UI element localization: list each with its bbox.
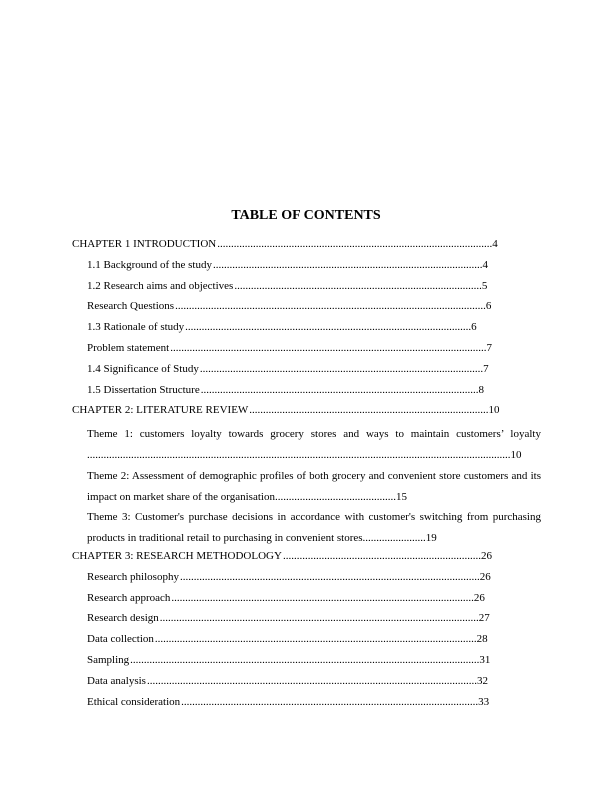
toc-entry-1-5[interactable] [72,383,526,404]
toc-page-number: 32 [476,674,488,687]
toc-page-number: 28 [476,633,488,646]
toc-entry-text: 1.2 Research aims and objectives [87,279,234,292]
toc-page-number: 26 [473,591,485,604]
toc-leader: .................................................................................................... [217,238,493,250]
toc-leader: ....................... [362,532,426,545]
toc-page-number: 6 [485,300,492,313]
toc-leader: ................................................................................................................... [170,341,487,354]
toc-entry-text: CHAPTER 1 INTRODUCTION [72,238,217,250]
toc-page-number: 19 [425,532,437,545]
toc-entry-text: Theme 2: Assessment of demographic profiles of both grocery and convenient store customers and its impact on market share of the organisation [87,469,541,503]
toc-entry-1-1[interactable] [72,258,526,279]
toc-page-number: 10 [488,404,500,417]
table-of-contents [72,237,541,715]
toc-entry-text: Research design [87,612,159,625]
toc-page-number: 10 [510,448,522,461]
toc-entry-text: 1.3 Rationale of study [87,321,185,334]
toc-leader: .......................................................................................... [234,279,482,292]
toc-page-number: 7 [483,362,489,375]
toc-entry-text: Theme 1: customers loyalty towards grocery stores and ways to maintain customers’ loyalty [87,428,541,441]
toc-entry-theme-2[interactable] [87,466,541,508]
toc-page-number: 4 [482,258,488,271]
toc-leader: ....................................................................................................... [199,362,484,375]
toc-entry-ethical-consideration[interactable] [72,695,526,716]
toc-leader: ............................................................................................................ [181,695,479,708]
toc-entry-text: Research Questions [87,300,175,313]
toc-page-number: 26 [479,570,491,583]
toc-entry-chapter-2[interactable] [72,403,541,424]
toc-page-number: 26 [480,549,492,562]
toc-page-number: 33 [478,695,490,708]
toc-leader: .................................................................................................. [212,258,483,271]
toc-entry-text: Sampling [87,653,130,666]
toc-entry-text: 1.4 Significance of Study [87,362,199,375]
toc-entry-1-4[interactable] [72,362,526,383]
toc-entry-1-2[interactable] [72,279,526,300]
toc-leader: ............................................ [274,490,396,503]
toc-entry-text: Theme 3: Customer's purchase decisions in accordance with customer's switching from purchasing products in traditional retail to purchasing in convenient stores [87,511,541,545]
toc-leader: ........................................................................ [282,549,481,562]
toc-entry-data-collection[interactable] [72,632,526,653]
toc-page-number: 5 [481,279,488,292]
toc-entry-chapter-3[interactable] [72,549,541,570]
toc-entry-text: Problem statement [87,341,170,354]
toc-leader: ................................................................................................................. [175,300,486,313]
toc-entry-research-philosophy[interactable] [72,570,526,591]
toc-page-number: 31 [479,653,491,666]
toc-page-number: 6 [471,321,477,334]
toc-entry-text: CHAPTER 2: LITERATURE REVIEW [72,404,249,417]
toc-leader: ............................................................................................................................... [130,653,480,666]
toc-entry-text: Ethical consideration [87,695,181,708]
toc-leader: ........................................................................................................................ [146,674,477,687]
toc-entry-text: Research approach [87,591,171,604]
toc-page-number: 27 [478,612,490,625]
toc-entry-problem-statement[interactable] [72,341,526,362]
toc-page-number: 7 [486,341,492,354]
toc-entry-text: 1.5 Dissertation Structure [87,383,200,396]
toc-entry-text: CHAPTER 3: RESEARCH METHODOLOGY [72,549,282,562]
toc-entry-text: 1.1 Background of the study [87,258,212,271]
toc-entry-text: Research philosophy [87,570,179,583]
toc-page-number: 8 [478,383,484,396]
toc-entry-sampling[interactable] [72,653,526,674]
toc-entry-chapter-1[interactable] [72,237,541,258]
toc-entry-theme-1[interactable] [87,424,541,466]
toc-leader: ..................................................................................................................... [154,633,477,646]
toc-entry-research-questions[interactable] [72,299,526,320]
toc-entry-research-approach[interactable] [72,591,526,612]
toc-leader: ....................................................................................... [249,404,489,417]
toc-leader: ..................................................................................................... [200,383,479,396]
toc-leader: .................................................................................................................... [159,612,479,625]
toc-entry-data-analysis[interactable] [72,674,526,695]
toc-entry-text: Data analysis [87,674,146,687]
toc-leader: .......................................................................................................................................................... [87,448,511,461]
toc-entry-text: Data collection [87,633,154,646]
toc-page-number: 4 [492,238,498,250]
toc-leader: ............................................................................................................. [179,570,480,583]
toc-page-number: 15 [395,490,407,503]
toc-leader: ........................................................................................................ [185,321,472,334]
toc-entry-research-design[interactable] [72,611,526,632]
toc-entry-1-3[interactable] [72,320,526,341]
page-title: TABLE OF CONTENTS [231,208,381,223]
toc-entry-theme-3[interactable] [87,507,541,549]
toc-leader: .............................................................................................................. [171,591,474,604]
